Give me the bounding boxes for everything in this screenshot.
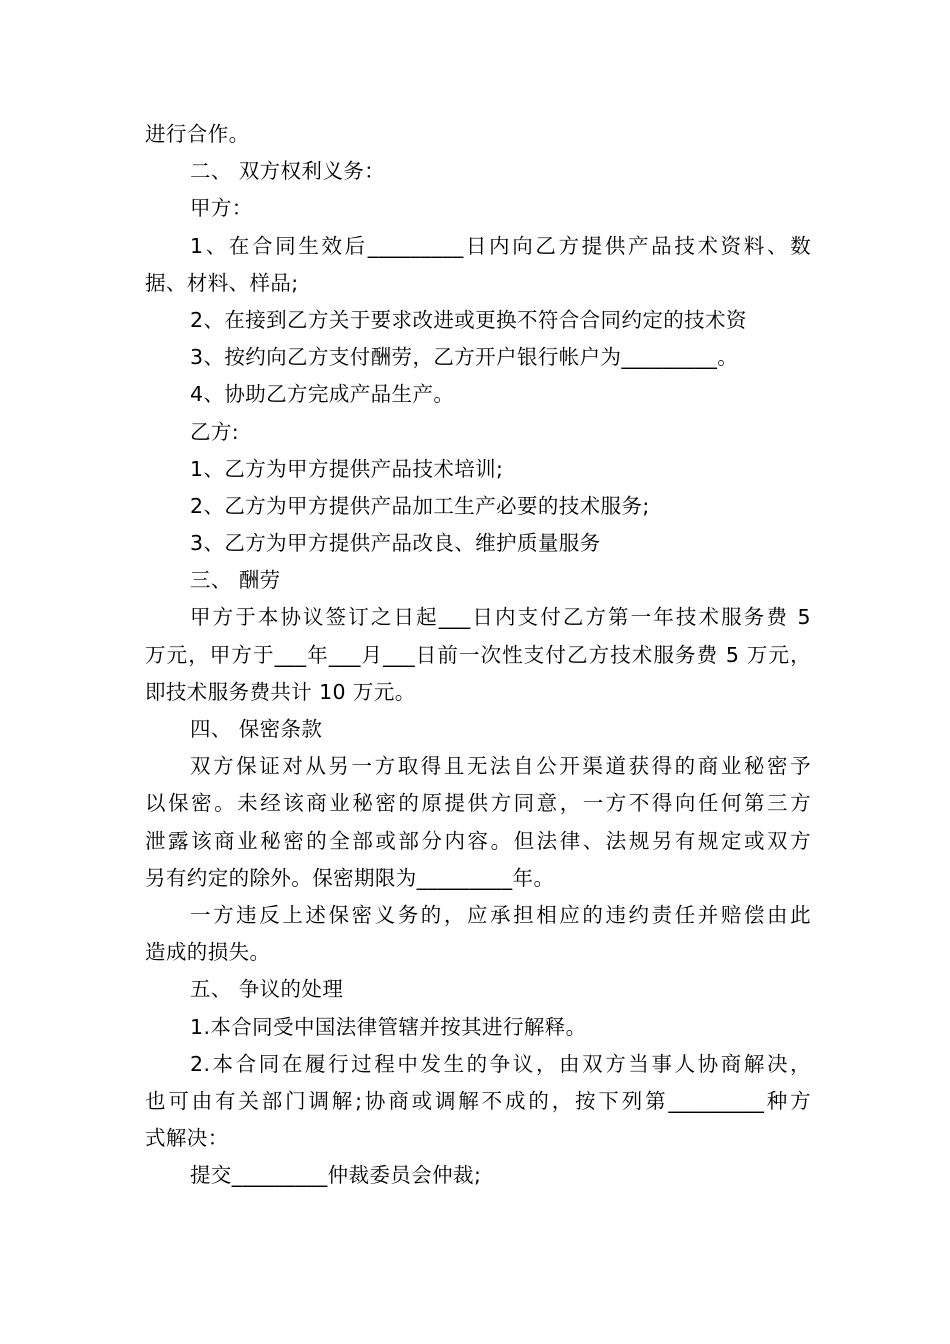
confidentiality-line-1: 双方保证对从另一方取得且无法自公开渠道获得的商业秘密予: [190, 754, 811, 779]
dispute-item-2-line-1: 2.本合同在履行过程中发生的争议，由双方当事人协商解决，: [190, 1051, 811, 1076]
party-a-item-2: 2、在接到乙方关于要求改进或更换不符合合同约定的技术资: [190, 307, 747, 332]
section-heading-confidentiality: 四、 保密条款: [190, 717, 323, 741]
confidentiality-line-3: 泄露该商业秘密的全部或部分内容。但法律、法规另有规定或双方: [145, 828, 811, 853]
arbitration-line: 提交_________仲裁委员会仲裁;: [190, 1163, 482, 1188]
section-heading-rights: 二、 双方权利义务：: [190, 159, 386, 184]
confidentiality-line-4: 另有约定的除外。保密期限为_________年。: [145, 865, 555, 890]
party-a-item-1-cont: 据、材料、样品;: [145, 270, 299, 295]
remuneration-line-3: 即技术服务费共计 10 万元。: [145, 679, 416, 704]
party-a-item-4: 4、协助乙方完成产品生产。: [190, 382, 455, 407]
remuneration-line-2: 万元，甲方于___年___月___日前一次性支付乙方技术服务费 5 万元，: [145, 642, 811, 667]
party-b-item-3: 3、乙方为甲方提供产品改良、维护质量服务: [190, 531, 601, 556]
section-heading-remuneration: 三、 酬劳: [190, 568, 281, 593]
breach-line-2: 造成的损失。: [145, 940, 271, 965]
dispute-item-1: 1.本合同受中国法律管辖并按其进行解释。: [190, 1014, 587, 1039]
party-b-label: 乙方:: [190, 419, 240, 444]
paragraph-line: 进行合作。: [145, 122, 250, 146]
contract-body: [145, 116, 811, 1194]
dispute-item-2-line-2: 也可由有关部门调解;协商或调解不成的，按下列第_________种方: [145, 1088, 811, 1113]
party-a-item-1: 1、在合同生效后_________日内向乙方提供产品技术资料、数: [190, 233, 811, 258]
party-a-item-3: 3、按约向乙方支付酬劳，乙方开户银行帐户为_________。: [190, 345, 739, 370]
party-b-item-1: 1、乙方为甲方提供产品技术培训;: [190, 456, 504, 481]
breach-line-1: 一方违反上述保密义务的，应承担相应的违约责任并赔偿由此: [190, 902, 811, 927]
party-a-label: 甲方：: [190, 196, 253, 221]
remuneration-line-1: 甲方于本协议签订之日起___日内支付乙方第一年技术服务费 5: [190, 605, 811, 630]
party-b-item-2: 2、乙方为甲方提供产品加工生产必要的技术服务;: [190, 493, 650, 518]
confidentiality-line-2: 以保密。未经该商业秘密的原提供方同意，一方不得向任何第三方: [145, 791, 811, 816]
dispute-item-2-line-3: 式解决：: [145, 1126, 229, 1151]
section-heading-dispute: 五、 争议的处理: [190, 977, 344, 1002]
